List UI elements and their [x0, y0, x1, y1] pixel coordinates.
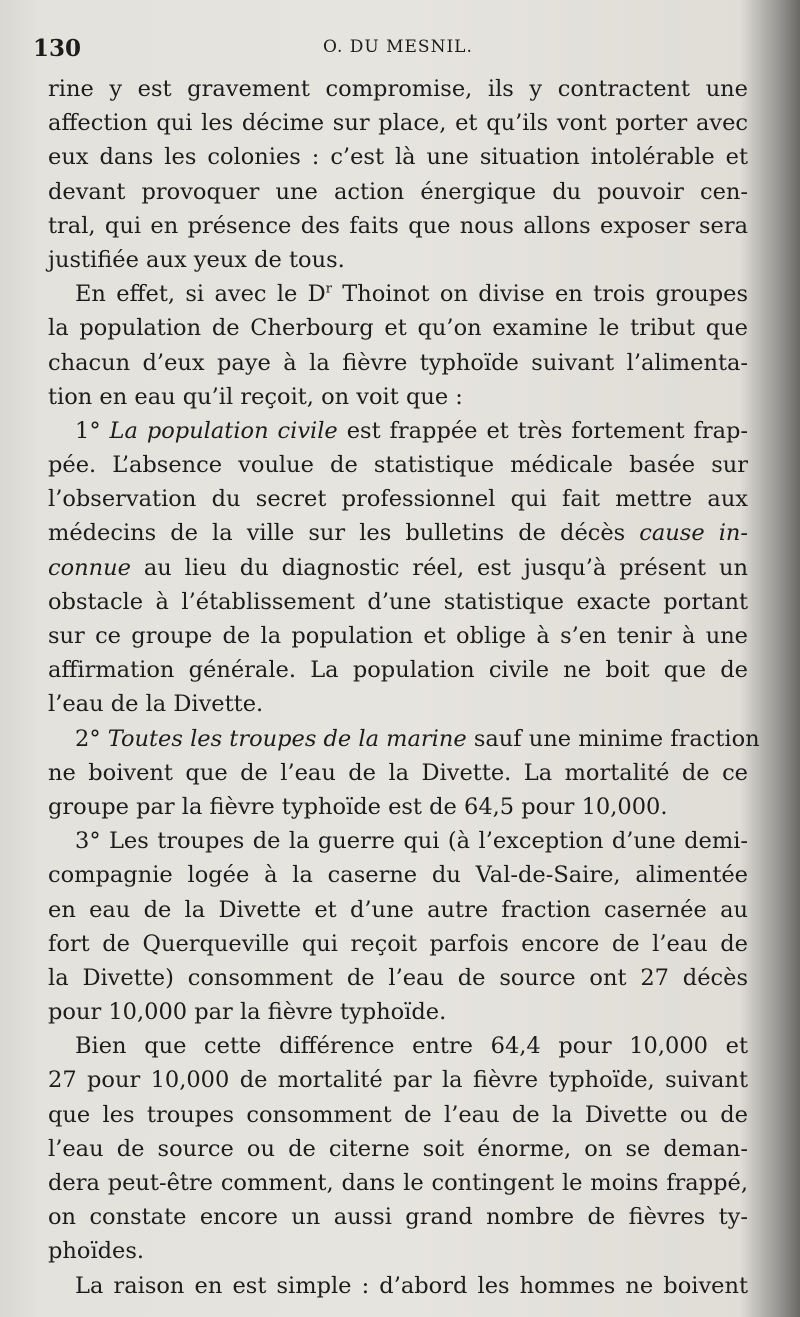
text-run: Bien que cette différence entre 64,4 pour 10,000 et — [75, 1033, 748, 1060]
text-run: phoïdes. — [48, 1238, 145, 1265]
text-run: sur ce groupe de la population et oblige à s’en tenir à une — [48, 623, 748, 649]
text-run: Thoinot on divise en trois groupes — [331, 281, 748, 308]
text-line — [48, 1269, 748, 1303]
text-run: que les troupes consomment de l’eau de la Divette ou de — [48, 1101, 748, 1128]
text-run: compagnie logée à la caserne du Val-de-Saire, alimentée — [48, 862, 748, 889]
text-line — [48, 175, 748, 209]
text-line — [48, 824, 748, 858]
text-run: 1° — [75, 417, 110, 444]
text-line — [48, 448, 748, 482]
text-line — [48, 1234, 748, 1268]
page-header — [33, 35, 763, 65]
text-line — [48, 722, 760, 756]
text-line — [48, 414, 748, 448]
text-run: La raison en est simple : d’abord les hommes ne boivent — [75, 1272, 748, 1299]
text-run: tion en eau qu’il reçoit, on voit que : — [48, 383, 463, 410]
text-run: 3° Les troupes de la guerre qui (à l’exception d’une demi- — [75, 828, 748, 855]
text-line — [48, 106, 748, 140]
text-line — [48, 585, 748, 619]
text-line — [48, 1063, 748, 1097]
body-text — [48, 72, 760, 1303]
text-line — [48, 277, 748, 311]
text-line — [48, 209, 748, 243]
text-line — [48, 756, 748, 790]
text-run: est frappée et très fortement frap- — [337, 417, 749, 444]
text-run: affirmation générale. La population civile ne boit que de — [48, 657, 748, 684]
text-line — [48, 961, 748, 995]
text-run: chacun d’eux paye à la fièvre typhoïde suivant l’alimenta- — [48, 349, 748, 376]
superscript-text: r — [325, 281, 332, 297]
text-run: groupe par la fièvre typhoïde est de 64,5 pour 10,000. — [48, 793, 668, 820]
text-run: 2° — [75, 725, 108, 752]
text-line — [48, 346, 748, 380]
text-run: on constate encore un aussi grand nombre de fièvres ty- — [48, 1204, 748, 1231]
text-run: l’eau de la Divette. — [48, 691, 264, 718]
text-line — [48, 380, 748, 414]
text-run: affection qui les décime sur place, et qu’ils vont porter avec — [48, 110, 748, 137]
text-run: obstacle à l’établissement d’une statistique exacte portant — [48, 588, 748, 615]
text-line — [48, 551, 748, 585]
text-run: la population de Cherbourg et qu’on examine le tribut que — [48, 315, 748, 342]
text-line — [48, 516, 748, 550]
italic-text: La population civile — [109, 417, 338, 444]
text-line — [48, 243, 748, 277]
text-line — [48, 1029, 748, 1063]
text-run: pée. L’absence voulue de statistique médicale basée sur — [48, 452, 748, 479]
running-head: O. DU MESNIL. — [323, 37, 473, 57]
text-run: ne boivent que de l’eau de la Divette. La mortalité de ce — [48, 759, 748, 786]
text-run: En effet, si avec le D — [75, 281, 326, 308]
text-line — [48, 893, 748, 927]
text-run: sauf une minime fraction — [466, 725, 760, 752]
text-run: 27 pour 10,000 de mortalité par la fièvre typhoïde, suivant — [48, 1067, 748, 1094]
text-line — [48, 995, 748, 1029]
text-run: au lieu du diagnostic réel, est jusqu’à présent un — [130, 554, 748, 581]
text-line — [48, 858, 748, 892]
text-line — [48, 790, 748, 824]
text-line — [48, 687, 748, 721]
text-line — [48, 311, 748, 345]
text-line — [48, 619, 748, 653]
text-run: dera peut-être comment, dans le contingent le moins frappé, — [48, 1170, 748, 1196]
text-run: fort de Querqueville qui reçoit parfois encore de l’eau de — [48, 930, 748, 957]
text-run: en eau de la Divette et d’une autre fraction casernée au — [48, 896, 748, 923]
text-run: eux dans les colonies : c’est là une situation intolérable et — [48, 144, 748, 171]
text-line — [48, 653, 748, 687]
italic-text: cause in- — [639, 520, 748, 547]
text-line — [48, 1200, 748, 1234]
text-run: l’eau de source ou de citerne soit énorme, on se deman- — [48, 1135, 748, 1162]
text-line — [48, 1098, 748, 1132]
text-line — [48, 1132, 748, 1166]
text-line — [48, 1166, 748, 1200]
text-run: médecins de la ville sur les bulletins de décès — [48, 520, 640, 547]
text-run: tral, qui en présence des faits que nous allons exposer sera — [48, 212, 748, 239]
text-line — [48, 927, 748, 961]
text-line — [48, 482, 748, 516]
text-run: l’observation du secret professionnel qui fait mettre aux — [48, 486, 748, 513]
text-run: justifiée aux yeux de tous. — [48, 246, 345, 273]
page-number: 130 — [33, 35, 82, 62]
italic-text: connue — [48, 554, 131, 581]
text-run: pour 10,000 par la fièvre typhoïde. — [48, 999, 447, 1026]
italic-text: Toutes les troupes de la marine — [107, 725, 467, 752]
text-line — [48, 140, 748, 174]
text-run: rine y est gravement compromise, ils y contractent une — [48, 76, 748, 102]
text-run: devant provoquer une action énergique du pouvoir cen- — [48, 178, 748, 205]
text-line — [48, 72, 748, 106]
text-run: la Divette) consomment de l’eau de source ont 27 décès — [48, 964, 748, 991]
